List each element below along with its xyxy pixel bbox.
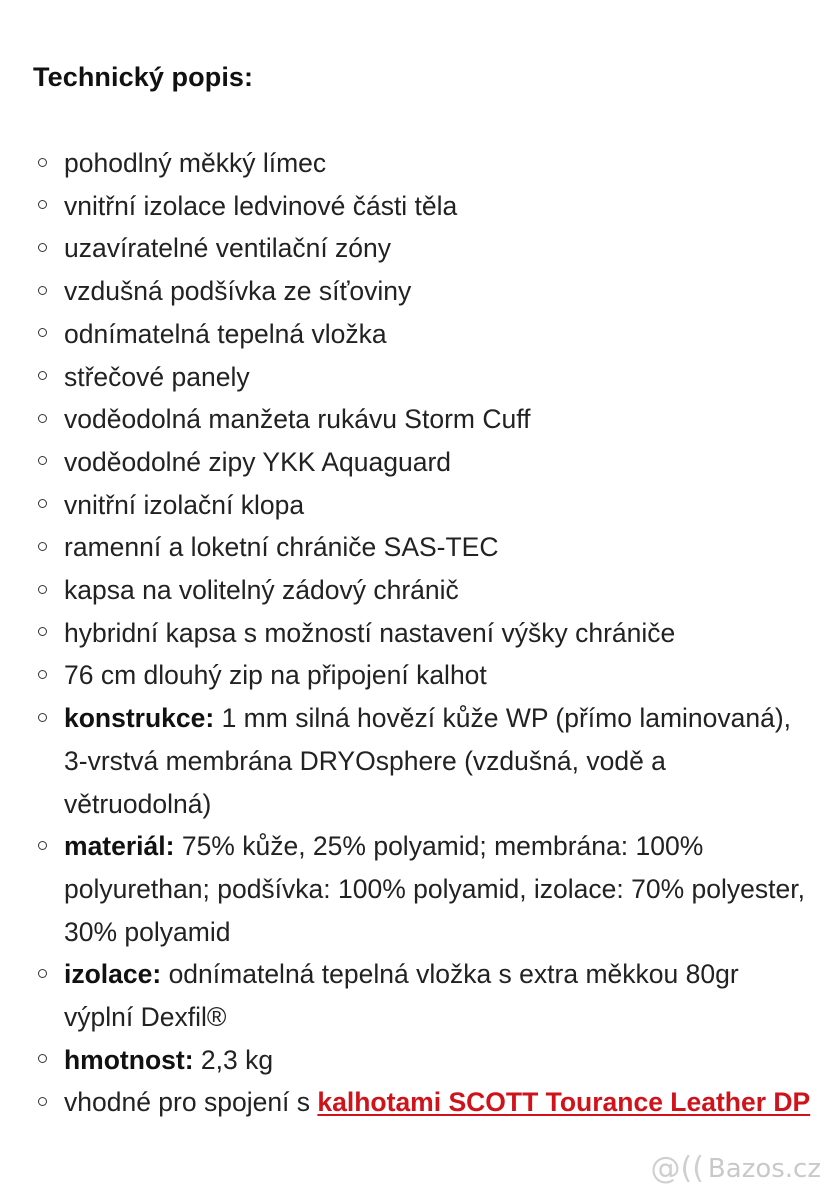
- list-item-text: 1 mm silná hovězí kůže WP (přímo laminovaná), 3-vrstvá membrána DRYOsphere (vzdušná, vodě a větruodolná): [64, 703, 792, 819]
- bullet-icon: [38, 371, 47, 380]
- list-item-label: hmotnost:: [64, 1044, 194, 1075]
- bullet-icon: [38, 456, 47, 465]
- bullet-icon: [38, 1097, 47, 1106]
- list-item: [0, 697, 835, 825]
- list-item-text: odnímatelná tepelná vložka: [64, 318, 387, 349]
- list-item-label: konstrukce:: [64, 703, 215, 734]
- list-item-text: ramenní a loketní chrániče SAS-TEC: [64, 532, 499, 563]
- bullet-icon: [38, 200, 47, 209]
- list-item-text: kapsa na volitelný zádový chránič: [64, 575, 459, 606]
- page-title: Technický popis:: [33, 62, 254, 92]
- list-item-label: materiál:: [64, 831, 175, 862]
- list-item: [0, 654, 835, 697]
- list-item: [0, 612, 835, 655]
- list-item: [0, 484, 835, 527]
- product-link[interactable]: kalhotami SCOTT Tourance Leather DP: [317, 1087, 811, 1118]
- bullet-icon: [38, 499, 47, 508]
- list-item-text: pohodlný měkký límec: [64, 148, 327, 178]
- list-item-text: 76 cm dlouhý zip na připojení kalhot: [64, 660, 487, 691]
- list-item-text: uzavíratelné ventilační zóny: [64, 233, 392, 264]
- bullet-icon: [38, 585, 47, 594]
- list-item: [0, 185, 835, 228]
- list-item: [0, 227, 835, 270]
- list-item: [0, 313, 835, 356]
- list-item: [0, 142, 835, 185]
- bullet-icon: [38, 243, 47, 252]
- list-item-label: izolace:: [64, 959, 162, 990]
- list-item-text: hybridní kapsa s možností nastavení výšky chrániče: [64, 617, 676, 648]
- list-item: [0, 1039, 835, 1082]
- list-item: [0, 270, 835, 313]
- list-item: [0, 441, 835, 484]
- watermark: [651, 1151, 822, 1186]
- list-item-text: 2,3 kg: [193, 1044, 274, 1075]
- bullet-icon: [38, 158, 47, 167]
- bazos-logo-icon: @((: [650, 1151, 704, 1186]
- bullet-icon: [38, 542, 47, 551]
- list-item-text: voděodolná manžeta rukávu Storm Cuff: [64, 404, 531, 435]
- list-item-text: vnitřní izolační klopa: [64, 489, 305, 520]
- bullet-icon: [38, 969, 47, 978]
- bullet-icon: [38, 414, 47, 423]
- spec-list: [0, 142, 835, 1124]
- bullet-icon: [38, 328, 47, 337]
- bullet-icon: [38, 286, 47, 295]
- list-item: [0, 825, 835, 953]
- list-item-text: vhodné pro spojení s: [64, 1087, 318, 1118]
- list-item: [0, 526, 835, 569]
- list-item-last: [0, 1081, 835, 1124]
- list-item: [0, 356, 835, 399]
- bullet-icon: [38, 713, 47, 722]
- list-item-text: 75% kůže, 25% polyamid; membrána: 100% polyurethan; podšívka: 100% polyamid, izolace: 70% polyester, 30% polyamid: [64, 831, 805, 947]
- list-item-text: odnímatelná tepelná vložka s extra měkkou 80gr výplní Dexfil®: [64, 959, 739, 1033]
- list-item: [0, 569, 835, 612]
- list-item: [0, 398, 835, 441]
- bullet-icon: [38, 841, 47, 850]
- list-item-text: voděodolné zipy YKK Aquaguard: [64, 446, 452, 477]
- bullet-icon: [38, 627, 47, 636]
- bullet-icon: [38, 670, 47, 679]
- list-item: [0, 953, 835, 1038]
- list-item-text: vzdušná podšívka ze síťoviny: [64, 276, 412, 307]
- list-item-text: střečové panely: [64, 361, 250, 392]
- watermark-text: Bazos.cz: [707, 1153, 821, 1184]
- list-item-text: vnitřní izolace ledvinové části těla: [64, 190, 458, 221]
- bullet-icon: [38, 1054, 47, 1063]
